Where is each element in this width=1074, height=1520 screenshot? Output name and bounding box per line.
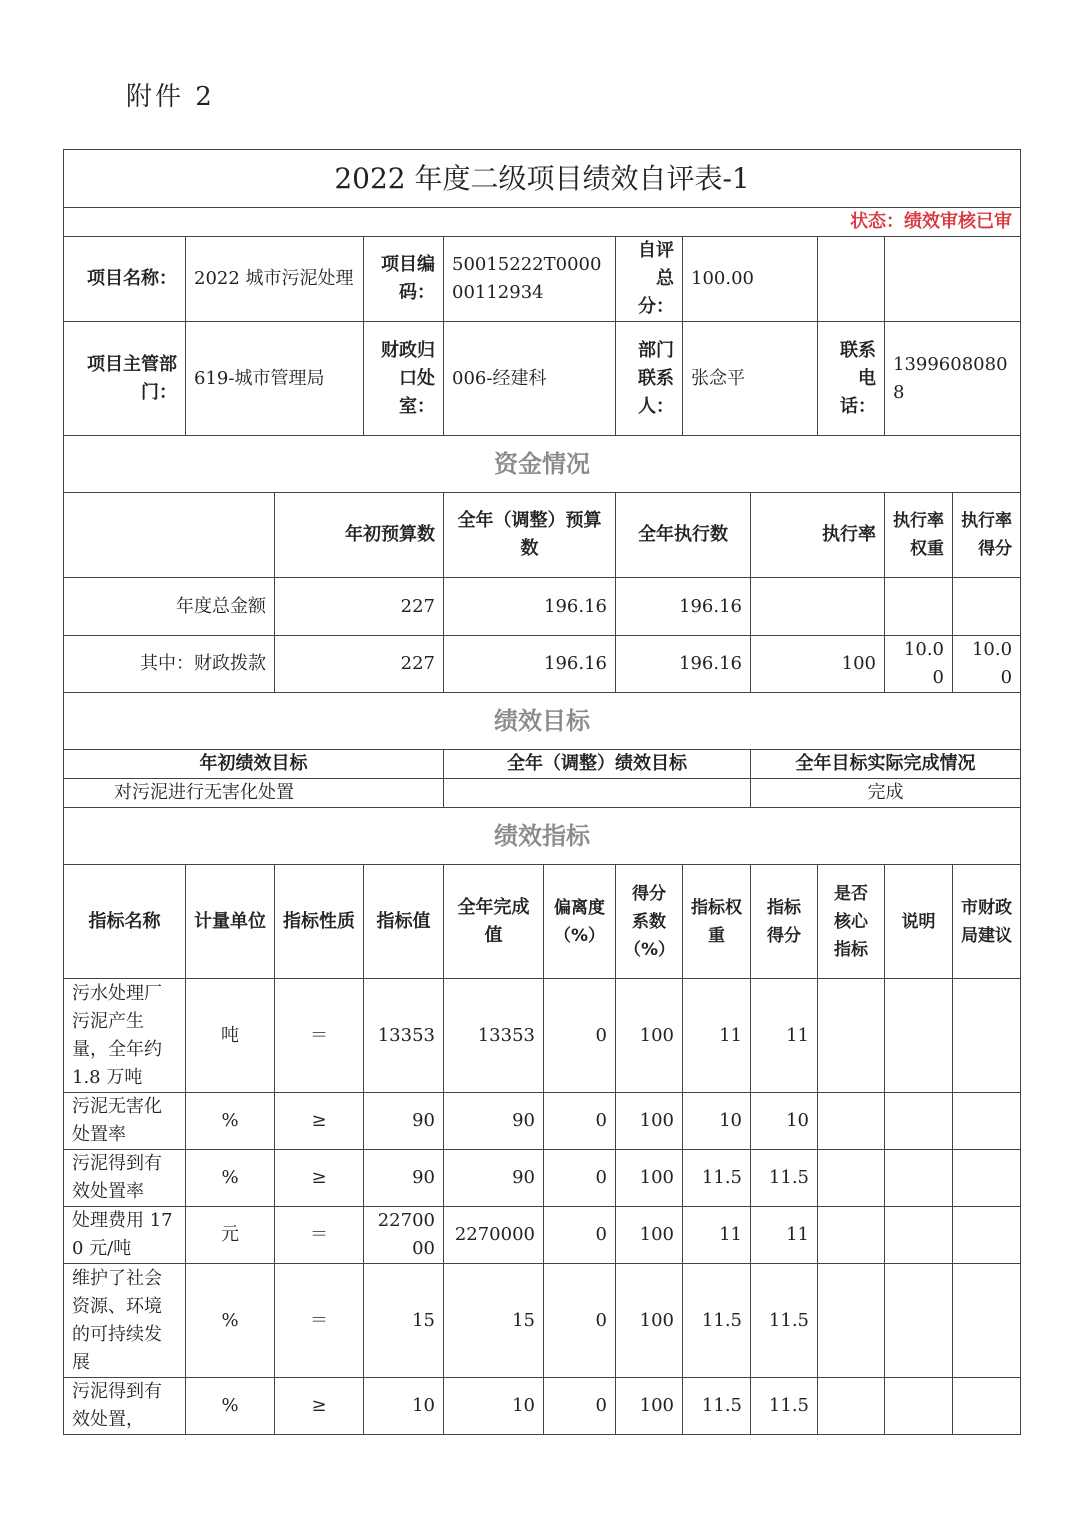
goal-actual: 完成: [751, 779, 1021, 808]
indicator-advice: [953, 1150, 1021, 1207]
indicator-score: 11: [751, 979, 818, 1093]
indicator-core: [818, 979, 885, 1093]
indicator-header: 计量单位: [186, 865, 275, 979]
funds-section-title: 资金情况: [64, 436, 1021, 493]
indicator-core: [818, 1150, 885, 1207]
indicator-nature: ＝: [275, 1264, 364, 1378]
indicator-name: 污泥得到有效处置率: [64, 1150, 186, 1207]
indicator-unit: %: [186, 1150, 275, 1207]
goals-section-title: 绩效目标: [64, 693, 1021, 750]
indicator-unit: %: [186, 1378, 275, 1435]
funds-rate: 100: [751, 636, 885, 693]
indicator-value: 10: [364, 1378, 444, 1435]
indicator-advice: [953, 1264, 1021, 1378]
table-row: [64, 979, 1021, 1093]
indicator-header: 全年完成值: [444, 865, 544, 979]
indicator-name: 污泥无害化处置率: [64, 1093, 186, 1150]
indicator-done: 10: [444, 1378, 544, 1435]
indicator-header: 指标性质: [275, 865, 364, 979]
indicator-header: 市财政局建议: [953, 865, 1021, 979]
table-row: [64, 1207, 1021, 1264]
indicator-weight: 10: [683, 1093, 751, 1150]
indicator-core: [818, 1093, 885, 1150]
project-code-label: 项目编码：: [364, 237, 444, 322]
funds-executed: 196.16: [616, 636, 751, 693]
funds-weight: [885, 578, 953, 636]
indicator-deviation: 0: [544, 1378, 616, 1435]
indicator-coefficient: 100: [616, 1264, 683, 1378]
indicator-deviation: 0: [544, 1207, 616, 1264]
indicator-header: 是否核心指标: [818, 865, 885, 979]
indicator-nature: ≥: [275, 1150, 364, 1207]
indicator-unit: 吨: [186, 979, 275, 1093]
indicator-unit: %: [186, 1264, 275, 1378]
funds-executed: 196.16: [616, 578, 751, 636]
indicator-header: 说明: [885, 865, 953, 979]
indicator-advice: [953, 1378, 1021, 1435]
table-row: [64, 1264, 1021, 1378]
indicator-core: [818, 1264, 885, 1378]
indicator-header: 指标权重: [683, 865, 751, 979]
funds-score: 10.00: [953, 636, 1021, 693]
indicator-header: 指标得分: [751, 865, 818, 979]
indicator-header: 指标值: [364, 865, 444, 979]
indicator-advice: [953, 1207, 1021, 1264]
indicator-coefficient: 100: [616, 979, 683, 1093]
indicator-deviation: 0: [544, 979, 616, 1093]
indicator-header: 指标名称: [64, 865, 186, 979]
indicator-done: 13353: [444, 979, 544, 1093]
indicator-weight: 11: [683, 979, 751, 1093]
indicator-done: 15: [444, 1264, 544, 1378]
indicator-nature: ＝: [275, 1207, 364, 1264]
funds-header: 执行率得分: [953, 493, 1021, 578]
evaluation-table: [63, 149, 1021, 1435]
indicator-deviation: 0: [544, 1093, 616, 1150]
table-row: [64, 578, 1021, 636]
funds-row-label: 其中：财政拨款: [64, 636, 275, 693]
funds-weight: 10.00: [885, 636, 953, 693]
indicator-note: [885, 979, 953, 1093]
dept-label: 项目主管部门：: [64, 322, 186, 436]
goal-initial: 对污泥进行无害化处置: [64, 779, 444, 808]
empty-cell: [885, 237, 1021, 322]
indicator-value: 13353: [364, 979, 444, 1093]
table-row: [64, 1378, 1021, 1435]
phone: 13996080808: [885, 322, 1021, 436]
funds-header: 全年执行数: [616, 493, 751, 578]
indicator-unit: 元: [186, 1207, 275, 1264]
indicator-score: 11.5: [751, 1150, 818, 1207]
contact: 张念平: [683, 322, 818, 436]
empty-cell: [64, 493, 275, 578]
table-row: [64, 1093, 1021, 1150]
indicator-nature: ＝: [275, 979, 364, 1093]
indicator-nature: ≥: [275, 1378, 364, 1435]
indicator-score: 11: [751, 1207, 818, 1264]
funds-header: 年初预算数: [275, 493, 444, 578]
goals-header: 全年（调整）绩效目标: [444, 750, 751, 779]
office: 006-经建科: [444, 322, 616, 436]
funds-header: 执行率权重: [885, 493, 953, 578]
indicator-deviation: 0: [544, 1150, 616, 1207]
indicator-note: [885, 1150, 953, 1207]
indicator-coefficient: 100: [616, 1207, 683, 1264]
goals-header: 全年目标实际完成情况: [751, 750, 1021, 779]
phone-label: 联系电话：: [818, 322, 885, 436]
indicator-note: [885, 1093, 953, 1150]
project-name: 2022 城市污泥处理: [186, 237, 364, 322]
indicator-coefficient: 100: [616, 1150, 683, 1207]
funds-adjusted: 196.16: [444, 636, 616, 693]
funds-header: 全年（调整）预算数: [444, 493, 616, 578]
indicator-note: [885, 1378, 953, 1435]
goal-adjusted: [444, 779, 751, 808]
indicator-header: 偏离度（%）: [544, 865, 616, 979]
indicator-core: [818, 1207, 885, 1264]
indicator-done: 90: [444, 1150, 544, 1207]
funds-rate: [751, 578, 885, 636]
indicator-name: 污泥得到有效处置，: [64, 1378, 186, 1435]
table-row: [64, 779, 1021, 808]
indicator-value: 90: [364, 1150, 444, 1207]
indicator-advice: [953, 1093, 1021, 1150]
indicator-nature: ≥: [275, 1093, 364, 1150]
indicator-header: 得分系数（%）: [616, 865, 683, 979]
indicator-weight: 11.5: [683, 1150, 751, 1207]
indicator-weight: 11.5: [683, 1264, 751, 1378]
funds-initial: 227: [275, 636, 444, 693]
indicator-coefficient: 100: [616, 1378, 683, 1435]
indicator-value: 2270000: [364, 1207, 444, 1264]
office-label: 财政归口处室：: [364, 322, 444, 436]
indicators-section-title: 绩效指标: [64, 808, 1021, 865]
indicator-value: 90: [364, 1093, 444, 1150]
contact-label: 部门联系人：: [616, 322, 683, 436]
indicator-name: 维护了社会资源、环境的可持续发展: [64, 1264, 186, 1378]
funds-initial: 227: [275, 578, 444, 636]
status-badge: 状态：绩效审核已审: [64, 208, 1021, 237]
empty-cell: [818, 237, 885, 322]
project-name-label: 项目名称：: [64, 237, 186, 322]
indicator-done: 90: [444, 1093, 544, 1150]
indicator-value: 15: [364, 1264, 444, 1378]
self-score: 100.00: [683, 237, 818, 322]
indicator-name: 处理费用 170 元/吨: [64, 1207, 186, 1264]
self-score-label: 自评总分：: [616, 237, 683, 322]
indicator-weight: 11.5: [683, 1378, 751, 1435]
goals-header: 年初绩效目标: [64, 750, 444, 779]
attachment-label: 附件 2: [126, 82, 215, 112]
page-title: 2022 年度二级项目绩效自评表-1: [64, 150, 1021, 208]
dept: 619-城市管理局: [186, 322, 364, 436]
funds-header: 执行率: [751, 493, 885, 578]
indicator-weight: 11: [683, 1207, 751, 1264]
indicator-score: 11.5: [751, 1264, 818, 1378]
indicator-core: [818, 1378, 885, 1435]
indicator-done: 2270000: [444, 1207, 544, 1264]
table-row: [64, 636, 1021, 693]
indicator-advice: [953, 979, 1021, 1093]
project-code: 50015222T000000112934: [444, 237, 616, 322]
indicator-name: 污水处理厂污泥产生量，全年约 1.8 万吨: [64, 979, 186, 1093]
indicator-unit: %: [186, 1093, 275, 1150]
indicator-coefficient: 100: [616, 1093, 683, 1150]
funds-adjusted: 196.16: [444, 578, 616, 636]
funds-score: [953, 578, 1021, 636]
funds-row-label: 年度总金额: [64, 578, 275, 636]
indicator-note: [885, 1264, 953, 1378]
indicator-score: 11.5: [751, 1378, 818, 1435]
indicator-score: 10: [751, 1093, 818, 1150]
indicator-note: [885, 1207, 953, 1264]
table-row: [64, 1150, 1021, 1207]
indicator-deviation: 0: [544, 1264, 616, 1378]
